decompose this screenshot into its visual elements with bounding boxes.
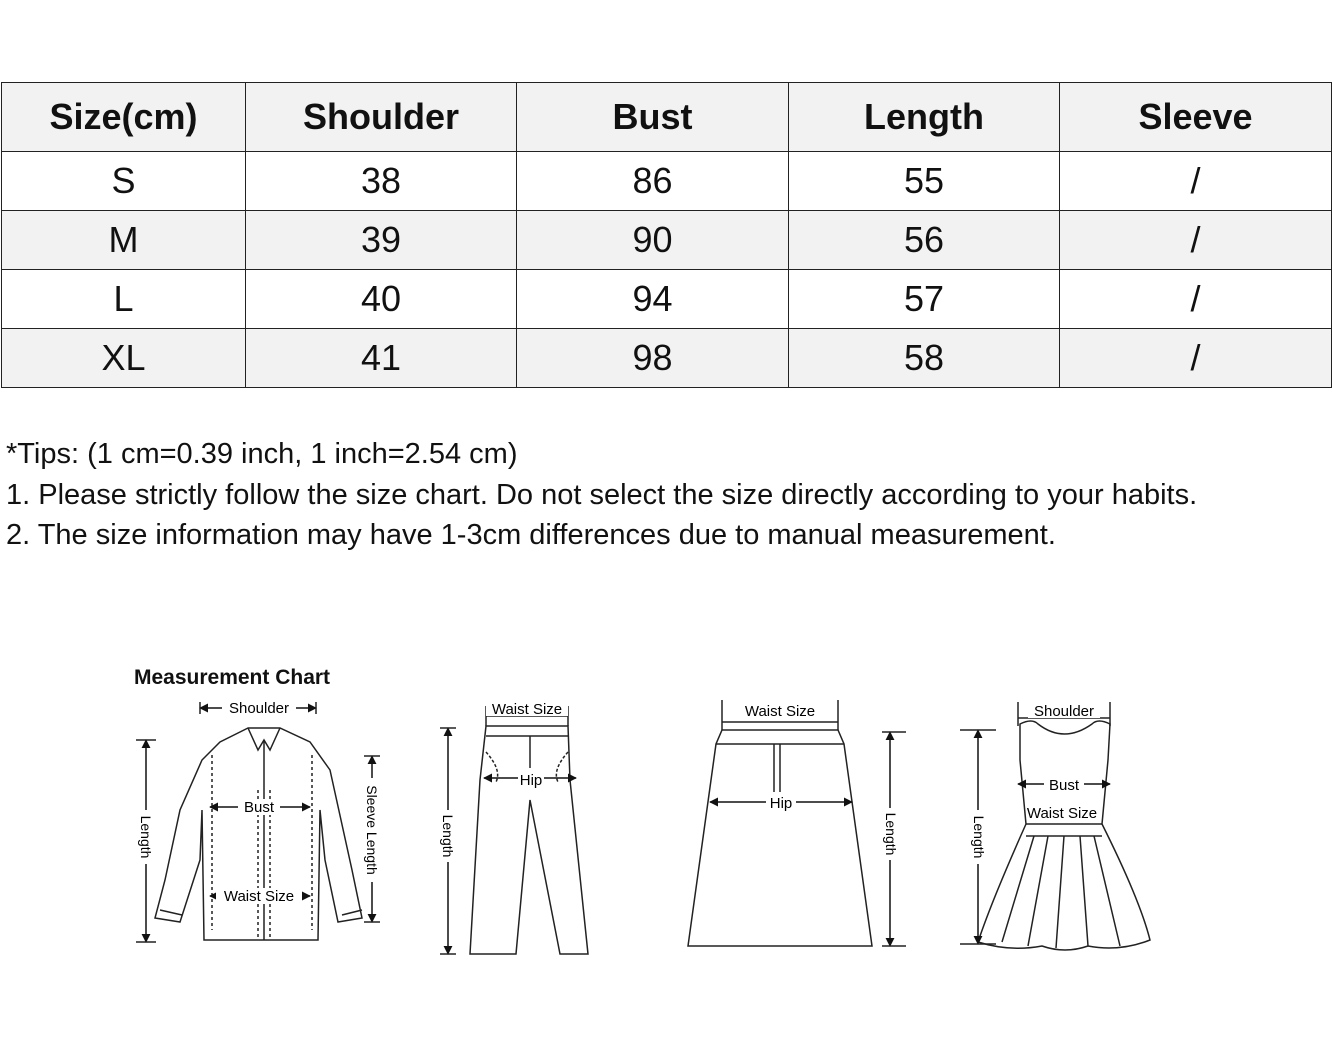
table-row bbox=[2, 152, 1332, 211]
cell-shoulder: 39 bbox=[246, 211, 517, 270]
cell-sleeve: / bbox=[1060, 329, 1332, 388]
pants-diagram bbox=[440, 706, 588, 954]
dress-shoulder-label: Shoulder bbox=[1033, 703, 1095, 720]
cell-shoulder: 41 bbox=[246, 329, 517, 388]
shirt-diagram bbox=[136, 702, 380, 942]
table-row bbox=[2, 211, 1332, 270]
pants-hip-label: Hip bbox=[519, 772, 543, 789]
cell-length: 58 bbox=[789, 329, 1060, 388]
cell-bust: 86 bbox=[517, 152, 789, 211]
measurement-diagrams bbox=[130, 660, 1160, 980]
pants-waist-label: Waist Size bbox=[491, 701, 563, 718]
cell-bust: 98 bbox=[517, 329, 789, 388]
cell-sleeve: / bbox=[1060, 152, 1332, 211]
cell-shoulder: 40 bbox=[246, 270, 517, 329]
header-shoulder: Shoulder bbox=[246, 83, 517, 152]
cell-size: M bbox=[2, 211, 246, 270]
skirt-hip-label: Hip bbox=[769, 795, 793, 812]
table-row bbox=[2, 329, 1332, 388]
measurement-chart-title: Measurement Chart bbox=[134, 666, 331, 689]
cell-shoulder: 38 bbox=[246, 152, 517, 211]
cell-sleeve: / bbox=[1060, 270, 1332, 329]
shirt-length-label: Length bbox=[138, 815, 154, 859]
shirt-shoulder-label: Shoulder bbox=[228, 700, 290, 717]
dress-diagram bbox=[960, 702, 1150, 950]
cell-length: 55 bbox=[789, 152, 1060, 211]
shirt-sleeve-label: Sleeve Length bbox=[364, 785, 380, 875]
tips-conversion: *Tips: (1 cm=0.39 inch, 1 inch=2.54 cm) bbox=[6, 438, 518, 470]
size-table bbox=[1, 82, 1332, 388]
tips-block bbox=[6, 434, 1197, 556]
dress-waist-label: Waist Size bbox=[1026, 805, 1098, 822]
tips-note-1: 1. Please strictly follow the size chart. Do not select the size directly according to your habits. bbox=[6, 478, 1198, 511]
shirt-waist-label: Waist Size bbox=[223, 888, 295, 905]
skirt-diagram bbox=[688, 700, 906, 946]
dress-length-label: Length bbox=[971, 815, 987, 859]
tips-note-2: 2. The size information may have 1-3cm differences due to manual measurement. bbox=[6, 519, 1056, 551]
cell-size: S bbox=[2, 152, 246, 211]
pants-length-label: Length bbox=[440, 814, 456, 858]
header-size: Size(cm) bbox=[2, 83, 246, 152]
header-bust: Bust bbox=[517, 83, 789, 152]
cell-bust: 94 bbox=[517, 270, 789, 329]
table-row bbox=[2, 270, 1332, 329]
skirt-waist-label: Waist Size bbox=[744, 703, 816, 720]
cell-size: XL bbox=[2, 329, 246, 388]
cell-length: 57 bbox=[789, 270, 1060, 329]
cell-size: L bbox=[2, 270, 246, 329]
cell-length: 56 bbox=[789, 211, 1060, 270]
header-sleeve: Sleeve bbox=[1060, 83, 1332, 152]
table-header-row bbox=[2, 83, 1332, 152]
cell-bust: 90 bbox=[517, 211, 789, 270]
dress-bust-label: Bust bbox=[1048, 777, 1080, 794]
header-length: Length bbox=[789, 83, 1060, 152]
cell-sleeve: / bbox=[1060, 211, 1332, 270]
shirt-bust-label: Bust bbox=[243, 799, 275, 816]
measurement-chart bbox=[130, 660, 1160, 980]
skirt-length-label: Length bbox=[883, 812, 899, 856]
